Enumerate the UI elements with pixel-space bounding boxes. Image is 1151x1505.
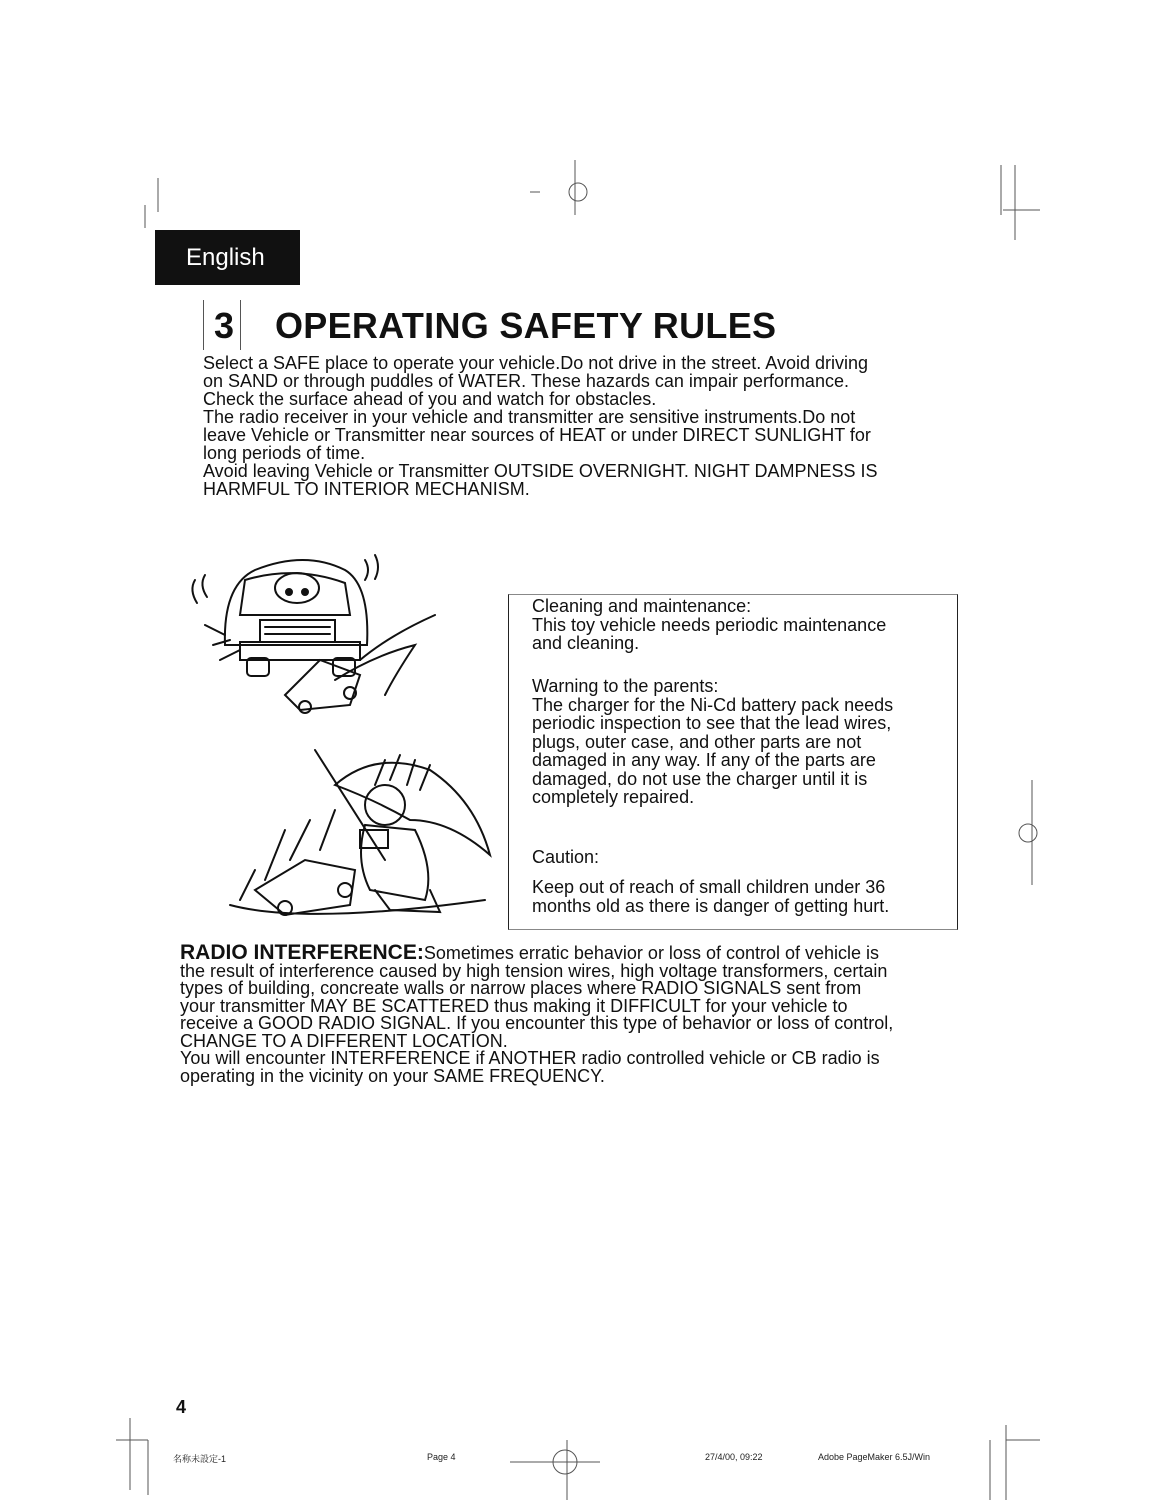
warning-line: plugs, outer case, and other parts are not [532,731,862,752]
page-number: 4 [176,1397,187,1417]
footer-date: 27/4/00, 09:22 [705,1452,763,1462]
warning-heading: Warning to the parents: [532,676,719,696]
footer-filename: 名称未設定-1 [173,1454,227,1464]
intro-line: Select a SAFE place to operate your vehicle.Do not drive in the street. Avoid driving [203,353,869,373]
car-puddle-illustration [185,545,445,715]
warning-line: completely repaired. [532,787,695,807]
caution-heading: Caution: [532,847,600,867]
radio-line: types of building, concreate walls or narrow places where RADIO SIGNALS sent from [180,978,862,998]
radio-interference-heading: RADIO INTERFERENCE: [180,941,424,964]
cleaning-line: and cleaning. [532,633,640,653]
radio-line: your transmitter MAY BE SCATTERED thus making it DIFFICULT for your vehicle to [180,995,848,1016]
section-title: OPERATING SAFETY RULES [275,305,777,346]
radio-line: CHANGE TO A DIFFERENT LOCATION. [180,1030,508,1051]
caution-line: Keep out of reach of small children under 36 [532,877,886,897]
intro-line: Avoid leaving Vehicle or Transmitter OUTSIDE OVERNIGHT. NIGHT DAMPNESS IS [203,461,878,481]
intro-line: leave Vehicle or Transmitter near sources of HEAT or under DIRECT SUNLIGHT for [203,425,871,445]
footer-app: Adobe PageMaker 6.5J/Win [818,1452,931,1462]
warning-line: periodic inspection to see that the lead wires, [532,713,892,733]
cleaning-section [532,597,942,653]
intro-paragraph [203,354,963,498]
radio-line: receive a GOOD RADIO SIGNAL. If you encounter this type of behavior or loss of control, [180,1013,894,1033]
radio-line: Sometimes erratic behavior or loss of control of vehicle is [423,943,880,963]
intro-line: Check the surface ahead of you and watch for obstacles. [203,389,657,409]
intro-line: on SAND or through puddles of WATER. These hazards can impair performance. [203,371,849,391]
intro-line: long periods of time. [203,443,366,463]
radio-line: operating in the vicinity on your SAME FREQUENCY. [180,1065,605,1086]
intro-line: HARMFUL TO INTERIOR MECHANISM. [203,479,530,499]
warning-section [532,677,942,807]
warning-line: The charger for the Ni-Cd battery pack needs [532,694,894,715]
language-tab: English [155,230,300,285]
caution-section [532,878,942,915]
caution-line: months old as there is danger of getting hurt. [532,895,890,916]
warning-line: damaged, do not use the charger until it is [532,768,868,789]
cleaning-line: This toy vehicle needs periodic maintenance [532,614,887,635]
child-umbrella-illustration [225,740,500,925]
radio-interference-paragraph [180,941,970,1086]
warning-line: damaged in any way. If any of the parts are [532,750,876,770]
intro-line: The radio receiver in your vehicle and transmitter are sensitive instruments.Do not [203,407,856,427]
footer-page: Page 4 [427,1452,456,1462]
radio-line: the result of interference caused by high tension wires, high voltage transformers, certain [180,960,888,981]
radio-line: You will encounter INTERFERENCE if ANOTHER radio controlled vehicle or CB radio is [180,1048,880,1068]
cleaning-heading: Cleaning and maintenance: [532,596,752,616]
section-number: 3 [214,305,235,346]
